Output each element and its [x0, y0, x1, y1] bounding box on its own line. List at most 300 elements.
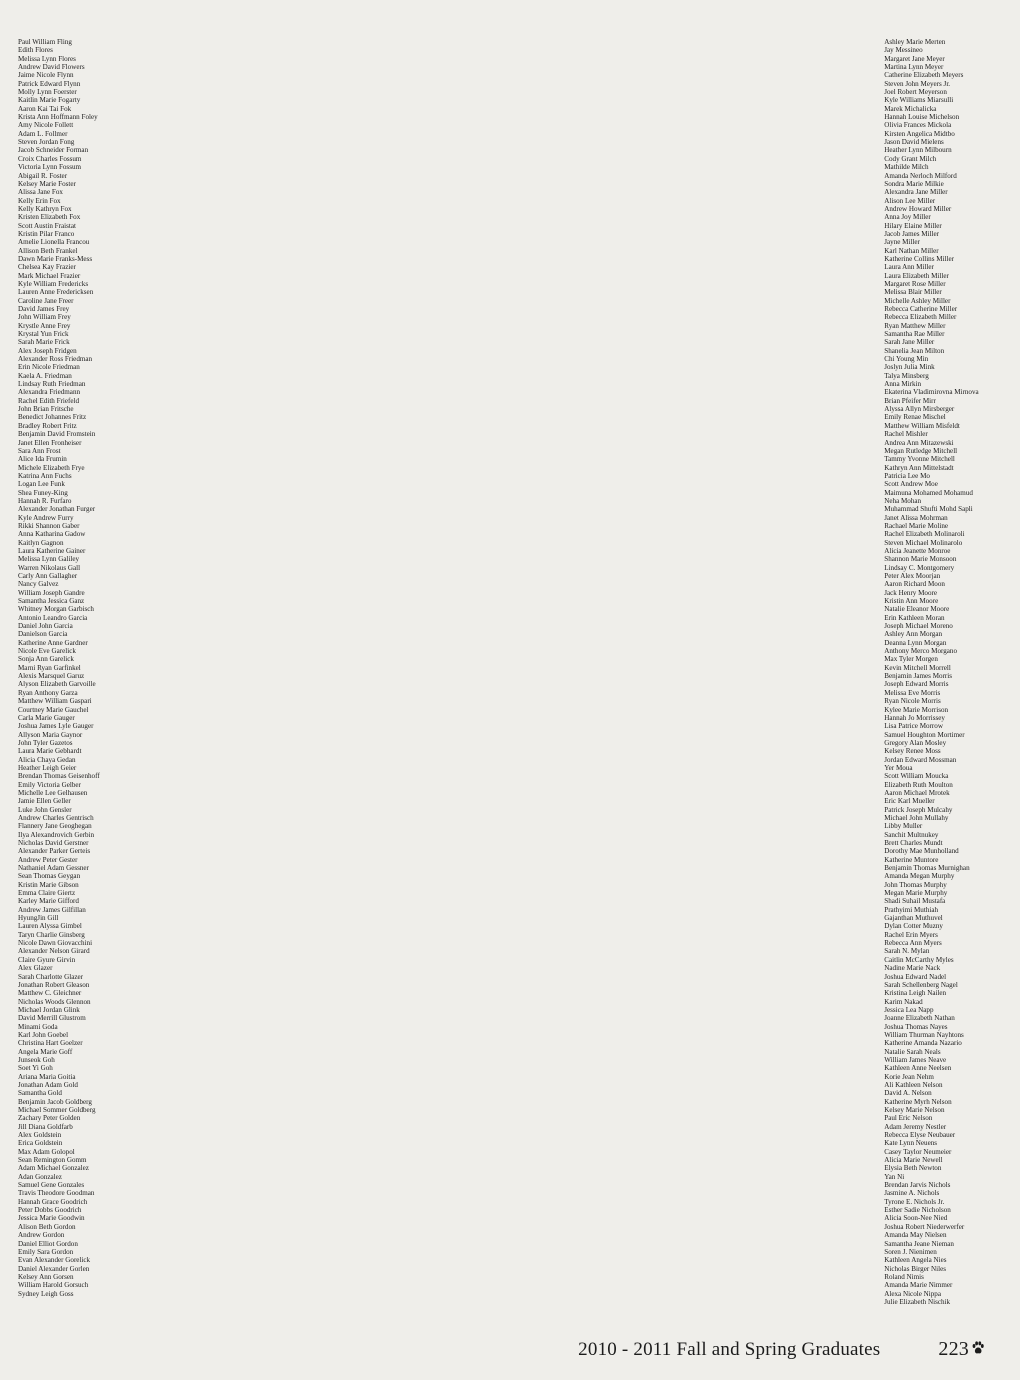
graduate-name: Janet Ellen Fronheiser: [18, 438, 82, 447]
graduate-name: Lisa Patrice Morrow: [884, 722, 943, 731]
graduate-name: Kristen Elizabeth Fox: [18, 213, 81, 222]
graduate-name: Hannah Jo Morrissey: [884, 713, 945, 722]
graduate-name: Adam L. Follmer: [18, 129, 68, 138]
graduate-name: Alex Goldstein: [18, 1131, 62, 1140]
graduate-name: Gregory Alan Mosley: [884, 738, 947, 747]
graduate-name: Scott Austin Fraistat: [18, 221, 76, 230]
graduate-name: Ariana Maria Goitia: [18, 1072, 76, 1081]
graduate-name: Caitlin McCarthy Myles: [884, 955, 954, 964]
graduate-name: Sarah Schellenberg Nagel: [884, 980, 958, 989]
graduate-name: Alexander Ross Friedman: [18, 355, 93, 364]
graduate-name: Talya Minsberg: [884, 371, 929, 380]
graduate-name: Nicholas David Gerstner: [18, 839, 89, 847]
graduate-name: Logan Lee Funk: [18, 480, 65, 489]
graduate-name: Emily Sara Gordon: [18, 1247, 74, 1256]
graduate-name: Kelsey Renee Moss: [884, 747, 941, 756]
graduate-name: Brendan Jarvis Nichols: [884, 1181, 951, 1190]
graduate-name: Erin Kathleen Moran: [884, 613, 945, 622]
graduate-name: Rebecca Elizabeth Miller: [884, 313, 957, 322]
graduate-name: Rachel Edith Friefeld: [18, 396, 80, 405]
graduate-name: Andrea Ann Mitazewski: [884, 438, 954, 447]
graduate-name: Samantha Jeane Nieman: [884, 1239, 954, 1248]
graduate-name: Sarah N. Mylan: [884, 947, 930, 956]
graduate-name: Scott Andrew Moe: [884, 480, 938, 489]
graduate-name: Max Adam Golopol: [18, 1147, 75, 1156]
graduate-name: Kyle Andrew Furry: [18, 513, 74, 522]
graduate-name: Joseph Michael Moreno: [884, 622, 953, 631]
graduate-name: Jessica Lea Napp: [884, 1005, 934, 1014]
graduate-name: Ashley Ann Morgan: [884, 630, 943, 639]
graduate-name: Alexa Nicole Nippa: [884, 1289, 941, 1298]
graduate-name: Alex Glazer: [18, 964, 53, 973]
graduate-name: Carly Ann Gallagher: [18, 572, 78, 580]
graduate-name: Laura Katherine Gainer: [18, 546, 86, 555]
graduate-name: Jay Messineo: [884, 46, 923, 55]
graduate-name: Amanda Marie Nimmer: [884, 1281, 953, 1290]
graduate-name: Kelly Erin Fox: [18, 196, 61, 205]
graduate-name: Samantha Rae Miller: [884, 330, 945, 339]
graduate-name: Mark Michael Frazier: [18, 271, 81, 280]
graduate-name: Jonathan Adam Gold: [18, 1080, 78, 1089]
graduate-name: Joslyn Julia Mink: [884, 363, 935, 372]
graduate-name: Michael Sommer Goldberg: [18, 1106, 96, 1114]
graduate-name: Scott William Moucka: [884, 772, 949, 781]
graduate-name: Angela Marie Goff: [18, 1047, 73, 1056]
graduate-name: Junseok Goh: [18, 1055, 55, 1064]
graduate-name: Alexander Parker Gerteis: [18, 847, 91, 856]
graduate-name: Jamie Ellen Geller: [18, 797, 71, 806]
graduate-name: Ryan Anthony Garza: [18, 688, 78, 697]
graduate-name: Korie Jean Nehm: [884, 1072, 934, 1081]
graduate-name: Erica Goldstein: [18, 1139, 63, 1148]
graduate-name: Kristina Leigh Nailen: [884, 989, 947, 998]
graduate-name: Michelle Ashley Miller: [884, 296, 951, 305]
graduate-name: Alicia Soon-Nee Nied: [884, 1214, 948, 1223]
graduate-name: Benjamin James Morris: [884, 672, 953, 681]
graduate-name: Victoria Lynn Fossum: [18, 163, 82, 172]
graduate-name: Kathleen Anne Neelsen: [884, 1064, 952, 1073]
graduate-name: Rebecca Ann Myers: [884, 939, 942, 948]
name-column-4: [389, 38, 507, 1308]
graduate-name: Antonio Leandro Garcia: [18, 613, 88, 622]
name-column-3: [266, 38, 384, 1308]
graduate-name: Peter Alex Moorjan: [884, 572, 941, 580]
graduate-name: Sarah Marie Frick: [18, 338, 70, 347]
graduate-name: Luke John Gensler: [18, 805, 72, 814]
graduate-name: Whitney Morgan Garbisch: [18, 605, 94, 614]
graduate-name: Sarah Jane Miller: [884, 338, 935, 347]
graduate-name: Daniel Elliot Gordon: [18, 1239, 78, 1248]
name-column-5: [513, 38, 631, 1308]
graduate-name: Nathaniel Adam Gessner: [18, 864, 89, 873]
graduate-name: Kaela A. Friedman: [18, 371, 72, 380]
name-column-2: [142, 38, 260, 1308]
graduate-name: Michele Elizabeth Frye: [18, 463, 85, 472]
graduate-name: Samuel Gene Gonzales: [18, 1181, 85, 1190]
graduate-name: Dorothy Mae Munholland: [884, 847, 959, 856]
graduate-name: Katherine Muntore: [884, 855, 939, 864]
graduate-name: Joanne Elizabeth Nathan: [884, 1014, 955, 1023]
graduate-name: Muhammad Shufti Mohd Sapli: [884, 505, 973, 514]
graduate-name: Molly Lynn Foerster: [18, 88, 77, 97]
graduate-name: Katherine Collins Miller: [884, 254, 954, 263]
name-column-1: [18, 38, 136, 1308]
graduate-name: Benjamin Jacob Goldberg: [18, 1097, 92, 1106]
footer-title: 2010 - 2011 Fall and Spring Graduates: [578, 1339, 881, 1360]
graduate-name: Neha Mohan: [884, 496, 922, 505]
graduate-name: Nancy Galvez: [18, 580, 59, 589]
graduate-name: Ekaterina Vladimirovna Mirnova: [884, 388, 979, 397]
graduate-name: Natalie Eleanor Moore: [884, 605, 950, 614]
graduate-name: Caroline Jane Freer: [18, 296, 74, 305]
graduate-name: Laura Ann Miller: [884, 263, 934, 272]
graduate-name: Chelsea Kay Frazier: [18, 263, 76, 272]
graduate-name: Alicia Chaya Gedan: [18, 755, 76, 764]
graduate-name: Marni Ryan Garfinkel: [18, 663, 81, 672]
graduate-name: Laura Marie Gebhardt: [18, 747, 82, 756]
graduate-name: Tammy Yvonne Mitchell: [884, 455, 955, 464]
graduate-name: Amy Nicole Follett: [18, 121, 74, 130]
graduate-name: Yan Ni: [884, 1172, 905, 1181]
graduate-name: Andrew Gordon: [18, 1231, 65, 1240]
graduate-name: Jaime Nicole Flynn: [18, 71, 74, 80]
graduate-name: Yer Moua: [884, 763, 913, 772]
graduate-name: Sondra Marie Milkie: [884, 179, 944, 188]
graduate-name: Alexandra Jane Miller: [884, 188, 948, 197]
graduate-name: Hannah Grace Goodrich: [18, 1197, 88, 1206]
graduate-name: Rikki Shannon Gaber: [18, 521, 80, 530]
graduate-name: Amanda Megan Murphy: [884, 872, 955, 881]
graduate-name: Benedict Johannes Fritz: [18, 413, 87, 422]
graduate-name: Dawn Marie Franks-Mess: [18, 254, 93, 263]
graduate-name: Jasmine A. Nichols: [884, 1189, 940, 1198]
graduate-name: Jessica Marie Goodwin: [18, 1214, 85, 1223]
graduate-name: John Tyler Gazetos: [18, 738, 73, 747]
graduate-name: Katherine Myrh Nelson: [884, 1097, 952, 1106]
graduate-name: Zachary Peter Golden: [18, 1114, 81, 1123]
graduate-name: Joel Robert Meyerson: [884, 88, 947, 97]
graduate-name: Heather Lynn Milbourn: [884, 146, 952, 155]
graduate-name: Emily Victoria Gelber: [18, 780, 81, 789]
graduate-name: Kyle Williams Miarsulli: [884, 96, 954, 105]
graduate-name: Alissa Jane Fox: [18, 188, 63, 197]
graduate-name: HyungJin Gill: [18, 914, 59, 923]
graduate-name: William Joseph Gandre: [18, 588, 85, 597]
graduate-name: Matthew William Gaspari: [18, 697, 92, 706]
graduate-name: Jacob Schneider Forman: [18, 146, 89, 155]
name-column-7: [761, 38, 879, 1308]
graduate-name: Amelie Lionella Francou: [18, 238, 90, 247]
paw-print-icon: [972, 1339, 984, 1353]
graduate-name: Ashley Marie Merten: [884, 38, 946, 46]
graduate-name: Katrina Ann Fuchs: [18, 471, 72, 480]
graduate-name: Matthew William Misfeldt: [884, 421, 960, 430]
graduate-name: Sydney Leigh Goss: [18, 1289, 74, 1298]
graduate-name: David James Frey: [18, 305, 70, 313]
graduate-name: Nicholas Birger Niles: [884, 1264, 946, 1273]
graduate-name: Andrew Howard Miller: [884, 204, 952, 213]
graduate-name: Shanelia Jean Milton: [884, 346, 945, 355]
graduate-name: Paul William Fling: [18, 38, 72, 46]
graduate-name: Margaret Jane Meyer: [884, 54, 945, 63]
graduate-name: Alexander Nelson Girard: [18, 947, 90, 956]
graduate-name: Melissa Lynn Galiley: [18, 555, 80, 564]
graduate-name: John Brian Fritsche: [18, 405, 74, 414]
graduate-name: Rachael Marie Moline: [884, 521, 949, 530]
graduate-name: Michael Jordan Glink: [18, 1005, 80, 1014]
graduate-name: Emma Claire Giertz: [18, 889, 76, 898]
name-column-8: [884, 38, 1002, 1308]
graduate-name: Shea Funey-King: [18, 488, 68, 497]
graduate-name: Elizabeth Ruth Moulton: [884, 780, 953, 789]
graduate-name: Kaitlyn Gagnon: [18, 538, 64, 547]
graduate-name: William James Neave: [884, 1055, 947, 1064]
graduate-name: John William Frey: [18, 313, 71, 322]
graduate-name: Karl Nathan Miller: [884, 246, 939, 255]
graduate-name: Kristin Ann Moore: [884, 597, 939, 606]
graduate-name: Warren Nikolaus Gall: [18, 563, 81, 572]
graduate-name: David Merrill Glustrom: [18, 1014, 86, 1023]
graduate-name: Melissa Blair Miller: [884, 288, 942, 297]
graduate-name: Minami Goda: [18, 1022, 58, 1031]
graduate-name: Patrick Edward Flynn: [18, 79, 81, 88]
graduate-name: Lindsay Ruth Friedman: [18, 380, 86, 389]
graduate-name: Jacob James Miller: [884, 229, 940, 238]
graduate-name: Esther Sadie Nicholson: [884, 1206, 951, 1215]
graduate-name: Hannah R. Furfaro: [18, 496, 72, 505]
graduate-name: Nicole Dawn Giovacchini: [18, 939, 93, 948]
graduate-name: Hilary Elaine Miller: [884, 221, 942, 230]
graduate-name: Nadine Marie Nack: [884, 964, 941, 973]
graduate-name: Ali Kathleen Nelson: [884, 1080, 943, 1089]
graduate-name: Sean Thomas Geygan: [18, 872, 81, 881]
graduate-name: Ryan Nicole Morris: [884, 697, 941, 706]
graduate-name: Rebecca Catherine Miller: [884, 305, 958, 313]
graduate-name: Sara Ann Frost: [18, 446, 61, 455]
graduate-name: Rebecca Elyse Neubauer: [884, 1131, 956, 1140]
graduate-name: Karley Marie Gifford: [18, 897, 79, 906]
graduate-name: Kathleen Angela Nies: [884, 1256, 947, 1265]
graduate-name: Katherine Anne Gardner: [18, 638, 88, 647]
graduate-name: Peter Dobbs Goodrich: [18, 1206, 82, 1215]
graduate-name: Katherine Amanda Nazario: [884, 1039, 962, 1048]
graduate-name: Alexandra Friedmann: [18, 388, 81, 397]
graduate-name: Carla Marie Gauger: [18, 713, 75, 722]
graduate-name: Ryan Matthew Miller: [884, 321, 946, 330]
graduate-name: Janet Alissa Mohrman: [884, 513, 948, 522]
graduate-name: Kate Lynn Neuens: [884, 1139, 938, 1148]
graduate-name: Laura Elizabeth Miller: [884, 271, 949, 280]
graduate-name: Tyrone E. Nichols Jr.: [884, 1197, 945, 1206]
graduate-name: Joseph Edward Morris: [884, 680, 949, 689]
graduate-name: Alyssa Allyn Mirsberger: [884, 405, 955, 414]
page-footer: [0, 1338, 984, 1366]
graduate-name: Alex Joseph Fridgen: [18, 346, 77, 355]
graduate-name: Sonja Ann Garelick: [18, 655, 74, 664]
graduate-name: Heather Leigh Geier: [18, 763, 77, 772]
graduate-name: Melissa Lynn Flores: [18, 54, 76, 63]
graduate-name: Joshua Robert Niederwerfer: [884, 1222, 965, 1231]
graduate-name: Allyson Maria Gaynor: [18, 730, 83, 739]
graduate-name: Dylan Cotter Muzny: [884, 922, 943, 931]
graduate-name: Kristin Pilar Franco: [18, 229, 75, 238]
graduate-name: Aaron Richard Moon: [884, 580, 945, 589]
graduate-name: Kyle William Fredericks: [18, 279, 89, 288]
graduate-name: Kelsey Marie Foster: [18, 179, 76, 188]
graduate-name: Nicholas Woods Glennon: [18, 997, 91, 1006]
graduate-name-columns: [18, 38, 1002, 1308]
graduate-name: Krista Ann Hoffmann Foley: [18, 113, 98, 122]
graduate-name: Maimuna Mohamed Mohamud: [884, 488, 973, 497]
graduate-name: Kirsten Angelica Midtbo: [884, 129, 955, 138]
graduate-name: Anthony Merco Morgano: [884, 647, 958, 656]
graduate-name: Krystle Anne Frey: [18, 321, 71, 330]
graduate-name: Adam Jeremy Nestler: [884, 1122, 947, 1131]
graduate-name: Elysia Beth Newton: [884, 1164, 942, 1173]
graduate-name: Brian Pfeifer Mirr: [884, 396, 936, 405]
graduate-name: Travis Theodore Goodman: [18, 1189, 95, 1198]
graduate-name: Soet Yi Goh: [18, 1064, 53, 1073]
graduate-name: Rachel Erin Myers: [884, 930, 938, 939]
graduate-name: Amanda Nerloch Milford: [884, 171, 957, 180]
graduate-name: Adan Gonzalez: [18, 1172, 62, 1181]
graduate-name: Edith Flores: [18, 46, 53, 55]
graduate-name: Anna Joy Miller: [884, 213, 931, 222]
graduate-name: Kathryn Ann Mittelstadt: [884, 463, 954, 472]
graduate-name: Steven John Meyers Jr.: [884, 79, 951, 88]
graduate-name: Lindsay C. Montgomery: [884, 563, 955, 572]
graduate-name: Lauren Anne Fredericksen: [18, 288, 94, 297]
graduate-name: Kylee Marie Morrison: [884, 705, 949, 714]
graduate-name: Sean Remington Gomm: [18, 1156, 87, 1165]
name-column-6: [637, 38, 755, 1308]
graduate-name: Paul Eric Nelson: [884, 1114, 933, 1123]
graduate-name: Benjamin David Fromstein: [18, 430, 96, 439]
graduate-name: Erin Nicole Friedman: [18, 363, 80, 372]
graduate-name: Jack Henry Moore: [884, 588, 938, 597]
graduate-name: Joshua Thomas Nayes: [884, 1022, 948, 1031]
graduate-name: Kristin Marie Gibson: [18, 880, 79, 889]
graduate-name: Anna Mirkin: [884, 380, 922, 389]
graduate-name: Nicole Eve Garelick: [18, 647, 76, 656]
graduate-name: Alison Lee Miller: [884, 196, 936, 205]
graduate-name: Catherine Elizabeth Meyers: [884, 71, 964, 80]
graduate-name: Jayne Miller: [884, 238, 920, 247]
graduate-name: Aaron Kai Tai Fok: [18, 104, 72, 113]
graduate-name: William Harold Gorsuch: [18, 1281, 89, 1290]
graduate-name: Megan Marie Murphy: [884, 889, 948, 898]
graduate-name: Max Tyler Morgen: [884, 655, 938, 664]
graduate-name: Prathyimi Muthiah: [884, 905, 939, 914]
graduate-name: Kelly Kathryn Fox: [18, 204, 72, 213]
graduate-name: Eric Karl Mueller: [884, 797, 935, 806]
graduate-name: Claire Gyure Girvin: [18, 955, 76, 964]
graduate-name: Alexis Marsquel Garuz: [18, 672, 85, 681]
graduate-name: Michael John Mullahy: [884, 813, 949, 822]
graduate-name: Roland Nimis: [884, 1272, 924, 1281]
graduate-name: Brendan Thomas Geisenhoff: [18, 772, 100, 781]
graduate-name: Bradley Robert Fritz: [18, 421, 77, 430]
graduate-name: Julie Elizabeth Nischik: [884, 1297, 951, 1306]
graduate-name: Andrew James Gilfillan: [18, 905, 86, 914]
graduate-name: Matthew C. Gleichner: [18, 989, 82, 998]
graduate-name: Aaron Michael Mrotek: [884, 788, 950, 797]
graduate-name: Kelsey Marie Nelson: [884, 1106, 945, 1114]
graduate-name: Karim Nakad: [884, 997, 923, 1006]
graduate-name: Mathilde Milch: [884, 163, 929, 172]
graduate-name: Jason David Mielens: [884, 138, 944, 147]
graduate-name: Kevin Mitchell Morrell: [884, 663, 951, 672]
graduate-name: Kaitlin Marie Fogarty: [18, 96, 81, 105]
graduate-name: Alison Beth Gordon: [18, 1222, 76, 1231]
graduate-name: Hannah Louise Michelson: [884, 113, 960, 122]
graduate-name: Ilya Alexandrovich Gerbin: [18, 830, 95, 839]
graduate-name: Karl John Goebel: [18, 1030, 69, 1039]
graduate-name: Andrew Charles Gentrisch: [18, 813, 94, 822]
graduate-name: Chi Young Min: [884, 355, 929, 364]
graduate-name: Brett Charles Mundt: [884, 839, 943, 847]
graduate-name: David A. Nelson: [884, 1089, 932, 1098]
graduate-name: Krystal Yun Frick: [18, 330, 69, 339]
graduate-name: Shadi Suhail Mustafa: [884, 897, 946, 906]
graduate-name: Casey Taylor Neumeier: [884, 1147, 952, 1156]
graduate-name: Soren J. Nienimen: [884, 1247, 937, 1256]
graduate-name: John Thomas Murphy: [884, 880, 947, 889]
graduate-name: Libby Muller: [884, 822, 923, 831]
graduate-name: Adam Michael Gonzalez: [18, 1164, 89, 1173]
graduate-name: Taryn Charlie Ginsberg: [18, 930, 85, 939]
graduate-name: Emily Renae Mischel: [884, 413, 946, 422]
graduate-name: Gajanthan Muthuvel: [884, 914, 943, 923]
graduate-name: Samantha Gold: [18, 1089, 62, 1098]
graduate-name: Alicia Marie Newell: [884, 1156, 943, 1165]
graduate-name: Andrew Peter Gester: [18, 855, 78, 864]
graduate-name: Samuel Houghton Mortimer: [884, 730, 965, 739]
page-number: 223: [938, 1338, 969, 1360]
graduate-name: Amanda May Nielsen: [884, 1231, 947, 1240]
graduate-name: Natalie Sarah Neals: [884, 1047, 941, 1056]
graduate-name: Danielson Garcia: [18, 630, 68, 639]
graduate-name: Sarah Charlotte Glazer: [18, 972, 83, 981]
graduate-name: Melissa Eve Morris: [884, 688, 941, 697]
graduate-name: Benjamin Thomas Murnighan: [884, 864, 970, 873]
graduate-name: Patrick Joseph Mulcahy: [884, 805, 953, 814]
graduate-name: Martina Lynn Meyer: [884, 63, 944, 72]
graduate-name: Marek Michalicka: [884, 104, 937, 113]
graduate-name: Anna Katharina Gadow: [18, 530, 86, 539]
graduate-name: Courtney Marie Gauchel: [18, 705, 89, 714]
graduate-name: Patricia Lee Mo: [884, 471, 930, 480]
graduate-name: Sanchit Multnukey: [884, 830, 939, 839]
graduate-name: Steven Jordan Fong: [18, 138, 75, 147]
graduate-name: Cody Grant Milch: [884, 154, 937, 163]
graduate-name: Kelsey Ann Gorsen: [18, 1272, 74, 1281]
graduate-name: Alice Ida Frumin: [18, 455, 67, 464]
graduate-name: Shannon Marie Monsoon: [884, 555, 957, 564]
graduate-name: Alexander Jonathan Furger: [18, 505, 96, 514]
graduate-name: Jill Diana Goldfarb: [18, 1122, 73, 1131]
graduate-name: Alyson Elizabeth Garvoille: [18, 680, 96, 689]
graduate-name: Rachel Elizabeth Molinaroli: [884, 530, 965, 539]
graduate-name: Megan Rutledge Mitchell: [884, 446, 958, 455]
graduate-name: Samantha Jessica Ganz: [18, 597, 85, 606]
graduate-name: Jonathan Robert Gleason: [18, 980, 90, 989]
graduate-name: Michelle Lee Gelhausen: [18, 788, 88, 797]
graduate-name: Croix Charles Fossum: [18, 154, 82, 163]
graduate-list-page: [18, 38, 1002, 1308]
graduate-name: Joshua James Lyle Gauger: [18, 722, 94, 731]
graduate-name: Steven Michael Molinarolo: [884, 538, 963, 547]
